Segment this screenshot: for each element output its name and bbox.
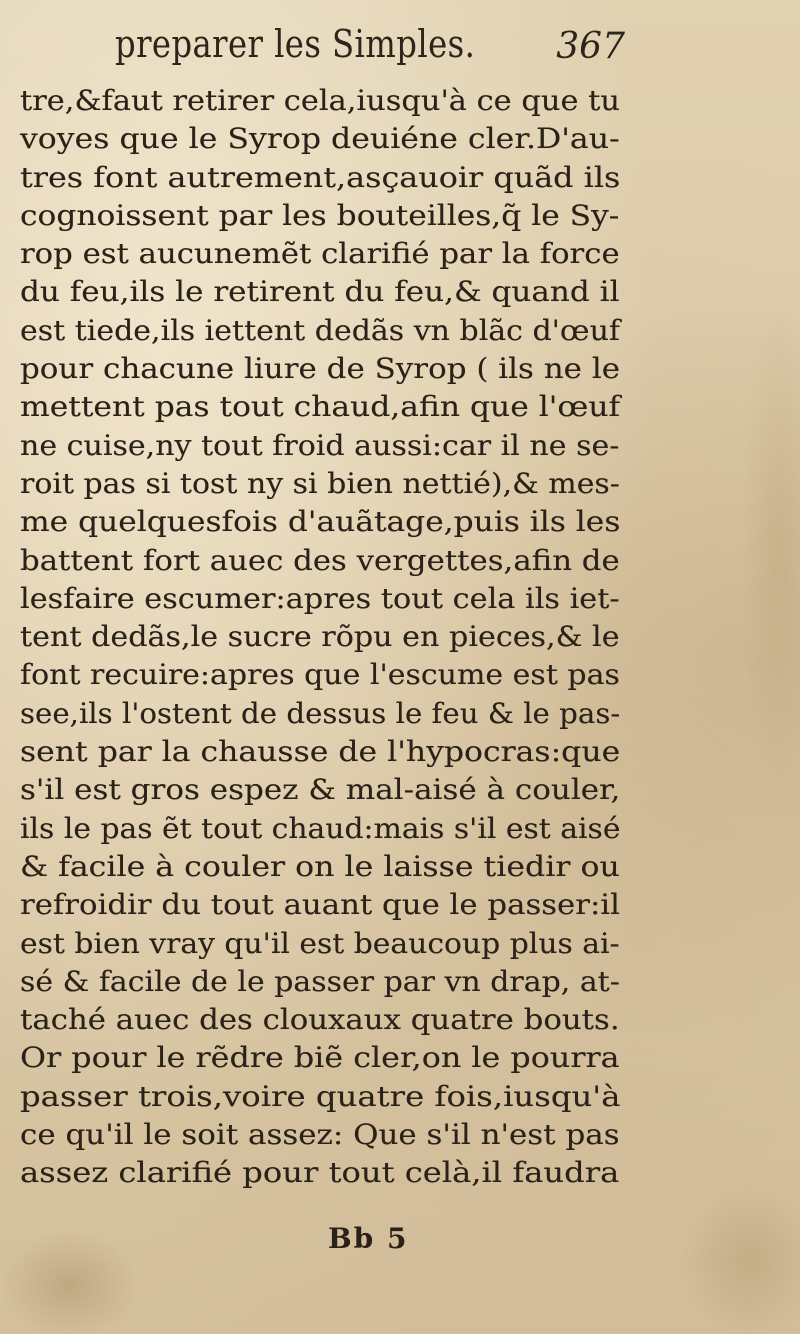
- text-line: est bien vray qu'il est beaucoup plus ai-: [20, 926, 620, 960]
- text-line: s'il est gros espez & mal-aisé à couler,: [20, 773, 621, 807]
- text-line: refroidir du tout auant que le passer:il: [20, 888, 621, 922]
- page-header: [115, 22, 625, 74]
- text-line: est tiede,ils iettent dedãs vn blãc d'œuf: [20, 313, 620, 347]
- text-line: sent par la chausse de l'hypocras:que: [20, 735, 621, 769]
- text-line: tres font autrement,asçauoir quãd ils: [20, 160, 621, 194]
- text-line: sé & facile de le passer par vn drap, at-: [20, 964, 620, 998]
- text-line: battent fort auec des vergettes,afin de: [20, 543, 620, 577]
- text-line: me quelquesfois d'auãtage,puis ils les: [20, 505, 621, 539]
- text-line: tre,&faut retirer cela,iusqu'à ce que tu: [20, 84, 620, 117]
- text-line: see,ils l'ostent de dessus le feu & le pas-: [20, 696, 621, 730]
- text-line: lesfaire escumer:apres tout cela ils iet-: [20, 581, 620, 615]
- text-line: assez clarifié pour tout celà,il faudra: [20, 1156, 620, 1190]
- text-line: voyes que le Syrop deuiéne cler.D'au-: [20, 122, 620, 156]
- text-line: ne cuise,ny tout froid aussi:car il ne se-: [20, 428, 620, 462]
- page-footer: [328, 1222, 468, 1262]
- text-line: pour chacune liure de Syrop ( ils ne le: [20, 352, 621, 386]
- text-line: cognoissent par les bouteilles,q̃ le Sy-: [20, 198, 620, 232]
- text-line: tent dedãs,le sucre rõpu en pieces,& le: [20, 620, 620, 654]
- paper-stain: [680, 1180, 800, 1334]
- text-line: mettent pas tout chaud,afin que l'œuf: [20, 390, 621, 424]
- text-line: ils le pas ẽt tout chaud:mais s'il est aisé: [20, 811, 621, 845]
- paper-stain: [0, 1230, 140, 1334]
- text-line: taché auec des clouxaux quatre bouts.: [20, 1003, 620, 1037]
- text-line: roit pas si tost ny si bien nettié),& mes-: [20, 466, 620, 500]
- body-text: [20, 82, 620, 1193]
- text-line: Or pour le rẽdre biẽ cler,on le pourra: [20, 1041, 620, 1075]
- text-line: passer trois,voire quatre fois,iusqu'à: [20, 1079, 621, 1113]
- text-line: ce qu'il le soit assez: Que s'il n'est pas: [20, 1118, 620, 1152]
- text-line: font recuire:apres que l'escume est pas: [20, 658, 620, 692]
- text-line: rop est aucunemẽt clarifié par la force: [20, 237, 620, 271]
- paper-stain: [740, 300, 800, 800]
- signature-mark: Bb 5: [328, 1222, 409, 1255]
- text-line: du feu,ils le retirent du feu,& quand il: [20, 275, 620, 309]
- page-number: 367: [556, 26, 625, 67]
- running-head: preparer les Simples.: [115, 22, 476, 66]
- text-line: & facile à couler on le laisse tiedir ou: [20, 849, 620, 883]
